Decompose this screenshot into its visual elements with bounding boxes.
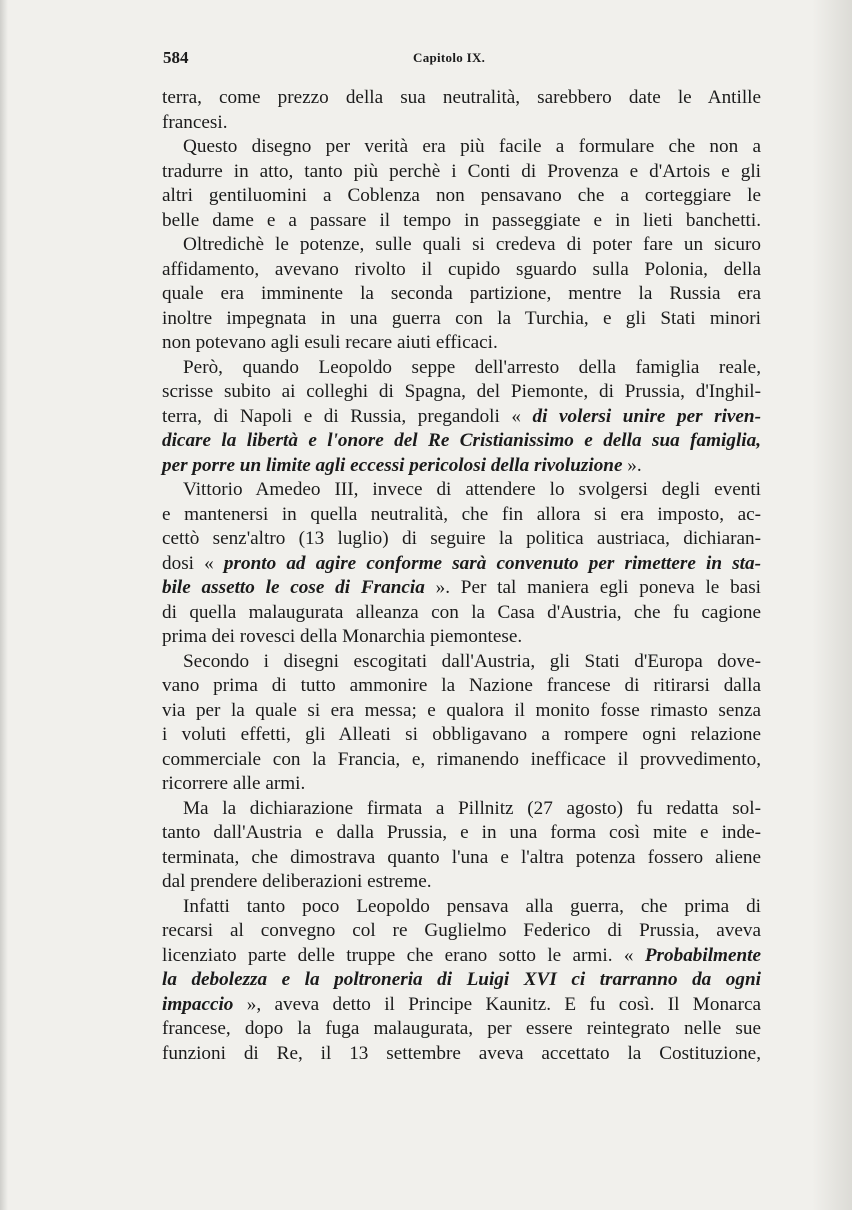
page-header bbox=[163, 48, 761, 72]
text-line: terminata, che dimostrava quanto l'una e l'altra potenza fossero aliene bbox=[162, 846, 761, 868]
text-line: non potevano agli esuli recare aiuti efficaci. bbox=[162, 332, 498, 353]
text-line: vano prima di tutto ammonire la Nazione francese di ritirarsi dalla bbox=[162, 675, 761, 696]
paragraph-7 bbox=[150, 797, 761, 895]
text-line: per porre un limite agli eccessi pericolosi della rivoluzione ». bbox=[162, 454, 642, 476]
text-line: Oltredichè le potenze, sulle quali si credeva di poter fare un sicuro bbox=[183, 234, 761, 255]
body-text bbox=[150, 86, 761, 1066]
paragraph-1 bbox=[150, 86, 761, 135]
text-line: affidamento, avevano rivolto il cupido sguardo sulla Polonia, della bbox=[162, 258, 761, 280]
text-line: licenziato parte delle truppe che erano sotto le armi. « Probabilmente bbox=[162, 944, 761, 966]
text-line: cettò senz'altro (13 luglio) di seguire la politica austriaca, dichiaran- bbox=[162, 528, 761, 549]
text-line: francesi. bbox=[162, 111, 228, 133]
text-line: altri gentiluomini a Coblenza non pensavano che a corteggiare le bbox=[162, 185, 761, 206]
paragraph-6 bbox=[150, 650, 761, 797]
text-line: belle dame e a passare il tempo in passeggiate e in lieti banchetti. bbox=[162, 209, 761, 231]
text-line: ricorrere alle armi. bbox=[162, 773, 306, 794]
text-line: tanto dall'Austria e dalla Prussia, e in una forma così mite e inde- bbox=[162, 822, 761, 843]
text-line bbox=[150, 429, 761, 454]
scan-shadow bbox=[812, 0, 852, 1210]
text-line: prima dei rovesci della Monarchia piemontese. bbox=[162, 626, 523, 647]
quote-text: la debolezza e la poltroneria di Luigi XVI ci trarranno da ogni bbox=[162, 969, 761, 990]
quote-text: di volersi unire per riven- bbox=[532, 405, 761, 427]
text-line: dosi « pronto ad agire conforme sarà convenuto per rimettere in sta- bbox=[162, 552, 761, 574]
text-line: via per la quale si era messa; e qualora il monito fosse rimasto senza bbox=[162, 699, 761, 721]
text-line: scrisse subito ai colleghi di Spagna, del Piemonte, di Prussia, d'Inghil- bbox=[162, 381, 761, 402]
page-number: 584 bbox=[163, 48, 189, 67]
text-line: e mantenersi in quella neutralità, che fin allora si era imposto, ac- bbox=[162, 503, 761, 525]
paragraph-8 bbox=[150, 895, 761, 1067]
text-line: Questo disegno per verità era più facile a formulare che non a bbox=[183, 136, 761, 157]
text-line: tradurre in atto, tanto più perchè i Conti di Provenza e d'Artois e gli bbox=[162, 160, 761, 182]
paragraph-3 bbox=[150, 233, 761, 356]
text-line: impaccio », aveva detto il Principe Kaunitz. E fu così. Il Monarca bbox=[162, 993, 761, 1015]
text-line: commerciale con la Francia, e, rimanendo inefficace il provvedimento, bbox=[162, 748, 761, 770]
quote-text: per porre un limite agli eccessi pericolosi della rivoluzione bbox=[162, 454, 623, 476]
text-line: bile assetto le cose di Francia ». Per tal maniera egli poneva le basi bbox=[162, 577, 761, 598]
text-line: Infatti tanto poco Leopoldo pensava alla guerra, che prima di bbox=[183, 895, 761, 917]
text-line: terra, di Napoli e di Russia, pregandoli « di volersi unire per riven- bbox=[162, 405, 761, 427]
text-line: dal prendere deliberazioni estreme. bbox=[162, 871, 432, 892]
quote-text: Probabilmente bbox=[644, 944, 761, 966]
text-line: francese, dopo la fuga malaugurata, per essere reintegrato nelle sue bbox=[162, 1018, 761, 1039]
text-line: Vittorio Amedeo III, invece di attendere lo svolgersi degli eventi bbox=[183, 479, 761, 500]
quote-text: pronto ad agire conforme sarà convenuto per rimettere in sta- bbox=[223, 552, 761, 574]
paragraph-4 bbox=[150, 356, 761, 479]
text-line: quale era imminente la seconda partizione, mentre la Russia era bbox=[162, 283, 761, 304]
text-line: inoltre impegnata in una guerra con la Turchia, e gli Stati minori bbox=[162, 307, 761, 329]
text-line: Secondo i disegni escogitati dall'Austria, gli Stati d'Europa dove- bbox=[183, 650, 761, 672]
quote-text: dicare la libertà e l'onore del Re Cristianissimo e della sua famiglia, bbox=[162, 430, 761, 451]
text-line: Ma la dichiarazione firmata a Pillnitz (27 agosto) fu redatta sol- bbox=[183, 797, 761, 819]
quote-text: bile assetto le cose di Francia bbox=[162, 577, 425, 598]
text-line: funzioni di Re, il 13 settembre aveva accettato la Costituzione, bbox=[162, 1042, 761, 1064]
scan-edge bbox=[0, 0, 8, 1210]
running-title: Capitolo IX. bbox=[413, 50, 486, 65]
text-line: i voluti effetti, gli Alleati si obbligavano a rompere ogni relazione bbox=[162, 724, 761, 745]
quote-text: impaccio bbox=[162, 993, 234, 1015]
text-line: recarsi al convegno col re Guglielmo Federico di Prussia, aveva bbox=[162, 920, 761, 941]
paragraph-2 bbox=[150, 135, 761, 233]
text-line: di quella malaugurata alleanza con la Casa d'Austria, che fu cagione bbox=[162, 601, 761, 623]
text-line bbox=[150, 968, 761, 993]
paragraph-5 bbox=[150, 478, 761, 650]
text-line: Però, quando Leopoldo seppe dell'arresto della famiglia reale, bbox=[183, 356, 761, 378]
text-line: terra, come prezzo della sua neutralità, sarebbero date le Antille bbox=[162, 87, 761, 108]
